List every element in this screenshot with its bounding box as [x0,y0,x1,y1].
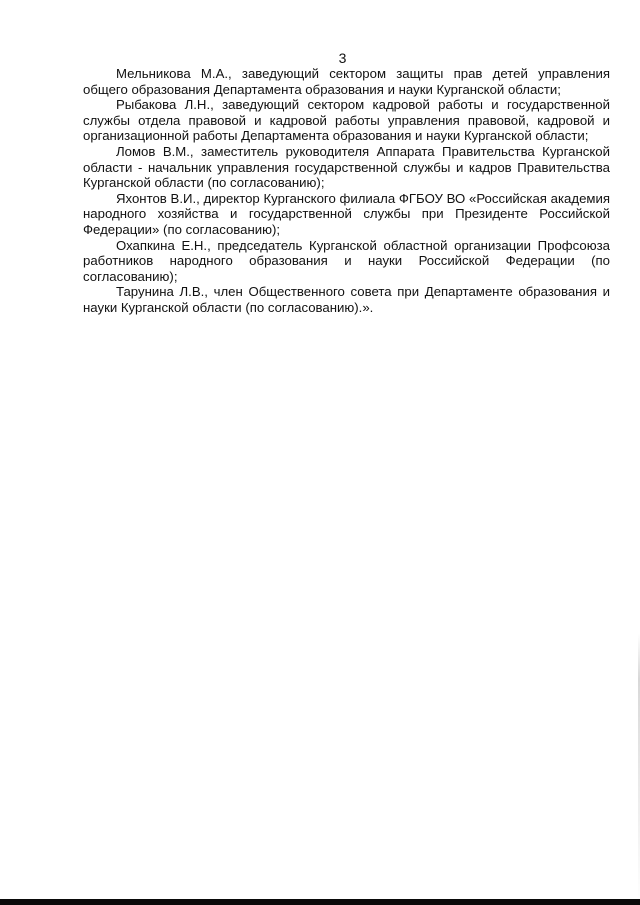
member-entry-lomov: Ломов В.М., заместитель руководителя Аппарата Правительства Курганской области - начальник управления государственной службы и кадров Правительства Курганской области (по согласованию); [83,143,610,191]
member-entry-tarunina: Тарунина Л.В., член Общественного совета при Департаменте образования и науки Курганской области (по согласованию).». [83,284,610,315]
page-number: 3 [338,50,347,66]
member-entry-yakhontov: Яхонтов В.И., директор Курганского филиала ФГБОУ ВО «Российская академия народного хозяйства и государственной службы при Президенте Российской Федерации» (по согласованию); [83,190,610,237]
member-entry-melnikova: Мельникова М.А., заведующий сектором защиты прав детей управления общего образования Департамента образования и науки Курганской области; [83,66,610,97]
member-entry-okhapkina: Охапкина Е.Н., председатель Курганской областной организации Профсоюза работников народного образования и науки Российской Федерации (по согласованию); [83,237,610,284]
member-entry-rybakova: Рыбакова Л.Н., заведующий сектором кадровой работы и государственной службы отдела правовой и кадровой работы управления правовой, кадровой и организационной работы Департамента образования и науки Курганской области; [83,97,610,144]
scan-bottom-border [0,899,640,905]
member-list [83,66,610,316]
